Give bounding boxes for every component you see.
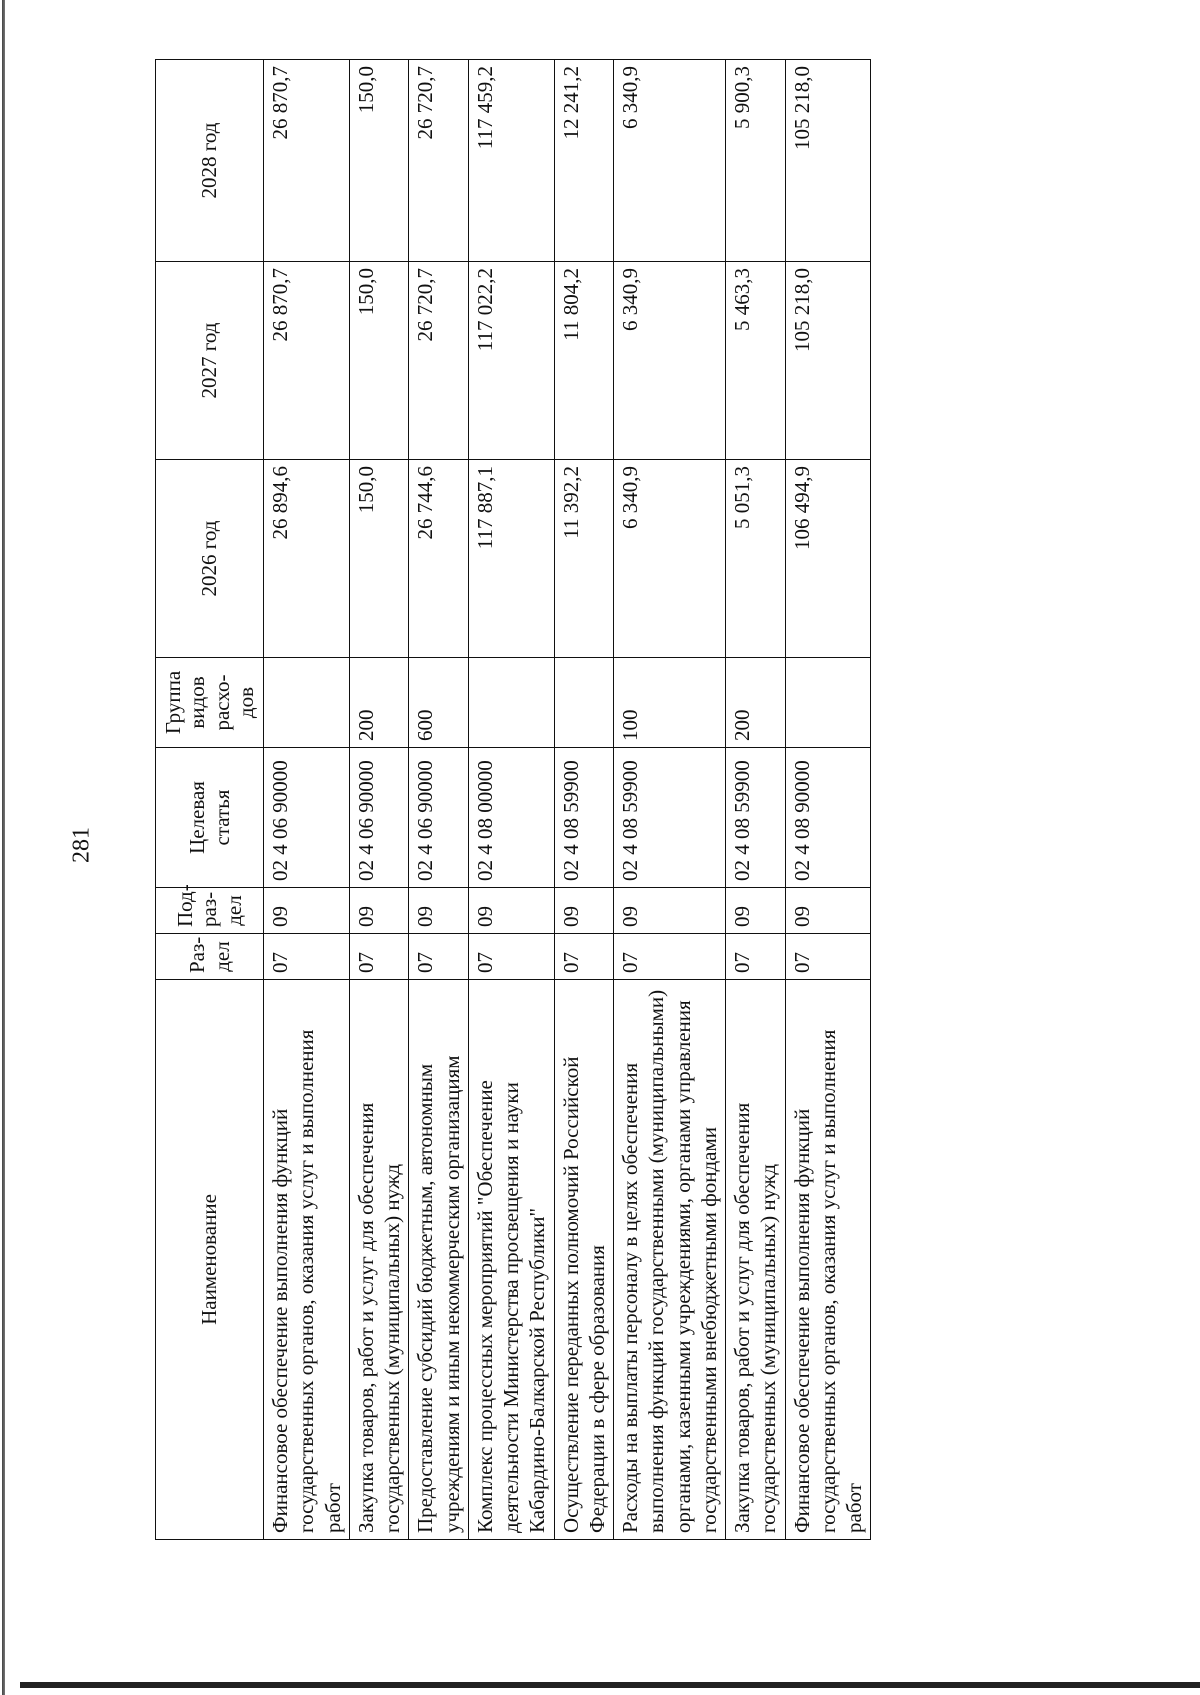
cell-celevaya: 02 4 08 59900 — [726, 748, 786, 888]
cell-gruppa: 200 — [349, 658, 409, 748]
cell-2028: 6 340,9 — [614, 60, 726, 262]
cell-podrazdel: 09 — [726, 888, 786, 934]
header-podrazdel: Под- раз- дел — [156, 888, 264, 934]
cell-2028: 12 241,2 — [554, 60, 614, 262]
cell-name: Закупка товаров, работ и услуг для обеспечения государственных (муниципальных) нужд — [349, 980, 409, 1540]
cell-razdel: 07 — [264, 934, 350, 980]
cell-name: Финансовое обеспечение выполнения функций государственных органов, оказания услуг и выполнения работ — [264, 980, 350, 1540]
budget-table-sheet — [155, 60, 905, 1540]
header-gruppa: Группа видов расхо- дов — [156, 658, 264, 748]
cell-podrazdel: 09 — [264, 888, 350, 934]
cell-gruppa — [468, 658, 554, 748]
header-razdel: Раз- дел — [156, 934, 264, 980]
cell-celevaya: 02 4 08 00000 — [468, 748, 554, 888]
cell-2026: 5 051,3 — [726, 460, 786, 658]
cell-razdel: 07 — [409, 934, 469, 980]
cell-celevaya: 02 4 06 90000 — [409, 748, 469, 888]
cell-2026: 106 494,9 — [785, 460, 871, 658]
cell-2027: 150,0 — [349, 262, 409, 460]
cell-celevaya: 02 4 06 90000 — [264, 748, 350, 888]
cell-2027: 26 720,7 — [409, 262, 469, 460]
table-row — [785, 60, 871, 1540]
cell-2027: 5 463,3 — [726, 262, 786, 460]
header-name: Наименование — [156, 980, 264, 1540]
cell-podrazdel: 09 — [349, 888, 409, 934]
cell-2027: 26 870,7 — [264, 262, 350, 460]
cell-2027: 117 022,2 — [468, 262, 554, 460]
cell-2026: 6 340,9 — [614, 460, 726, 658]
cell-celevaya: 02 4 08 59900 — [554, 748, 614, 888]
cell-2026: 26 744,6 — [409, 460, 469, 658]
header-2026: 2026 год — [156, 460, 264, 658]
cell-name: Осуществление переданных полномочий Российской Федерации в сфере образования — [554, 980, 614, 1540]
cell-2026: 117 887,1 — [468, 460, 554, 658]
cell-gruppa — [264, 658, 350, 748]
cell-celevaya: 02 4 06 90000 — [349, 748, 409, 888]
cell-gruppa: 100 — [614, 658, 726, 748]
cell-gruppa: 200 — [726, 658, 786, 748]
cell-2028: 117 459,2 — [468, 60, 554, 262]
cell-razdel: 07 — [785, 934, 871, 980]
table-row — [349, 60, 409, 1540]
cell-2027: 6 340,9 — [614, 262, 726, 460]
table-header-row — [156, 60, 264, 1540]
table-row — [264, 60, 350, 1540]
cell-podrazdel: 09 — [468, 888, 554, 934]
table-row — [726, 60, 786, 1540]
cell-2028: 105 218,0 — [785, 60, 871, 262]
scan-edge-left — [2, 0, 5, 1695]
cell-name: Финансовое обеспечение выполнения функций государственных органов, оказания услуг и выполнения работ — [785, 980, 871, 1540]
cell-gruppa — [785, 658, 871, 748]
cell-name: Предоставление субсидий бюджетным, автономным учреждениям и иным некоммерческим организациям — [409, 980, 469, 1540]
cell-razdel: 07 — [614, 934, 726, 980]
cell-2028: 26 870,7 — [264, 60, 350, 262]
cell-name: Расходы на выплаты персоналу в целях обеспечения выполнения функций государственными (муниципальными) органами, казенными учреждениями, органами управления государственными внебюджетными фондами — [614, 980, 726, 1540]
cell-name: Комплекс процессных мероприятий "Обеспечение деятельности Министерства просвещения и науки Кабардино-Балкарской Республики" — [468, 980, 554, 1540]
budget-table — [155, 59, 871, 1540]
cell-razdel: 07 — [468, 934, 554, 980]
cell-2028: 150,0 — [349, 60, 409, 262]
table-row — [614, 60, 726, 1540]
cell-podrazdel: 09 — [614, 888, 726, 934]
cell-2026: 11 392,2 — [554, 460, 614, 658]
cell-gruppa: 600 — [409, 658, 469, 748]
cell-podrazdel: 09 — [409, 888, 469, 934]
table-row — [468, 60, 554, 1540]
cell-razdel: 07 — [349, 934, 409, 980]
table-row — [409, 60, 469, 1540]
cell-name: Закупка товаров, работ и услуг для обеспечения государственных (муниципальных) нужд — [726, 980, 786, 1540]
cell-2027: 11 804,2 — [554, 262, 614, 460]
table-row — [554, 60, 614, 1540]
cell-2027: 105 218,0 — [785, 262, 871, 460]
cell-2026: 150,0 — [349, 460, 409, 658]
cell-gruppa — [554, 658, 614, 748]
cell-podrazdel: 09 — [785, 888, 871, 934]
cell-celevaya: 02 4 08 59900 — [614, 748, 726, 888]
header-2028: 2028 год — [156, 60, 264, 262]
cell-2028: 26 720,7 — [409, 60, 469, 262]
header-2027: 2027 год — [156, 262, 264, 460]
cell-razdel: 07 — [554, 934, 614, 980]
page-number: 281 — [68, 827, 95, 863]
cell-podrazdel: 09 — [554, 888, 614, 934]
scan-edge-bottom — [20, 1682, 1200, 1688]
cell-razdel: 07 — [726, 934, 786, 980]
cell-2026: 26 894,6 — [264, 460, 350, 658]
cell-celevaya: 02 4 08 90000 — [785, 748, 871, 888]
header-celevaya: Целевая статья — [156, 748, 264, 888]
cell-2028: 5 900,3 — [726, 60, 786, 262]
